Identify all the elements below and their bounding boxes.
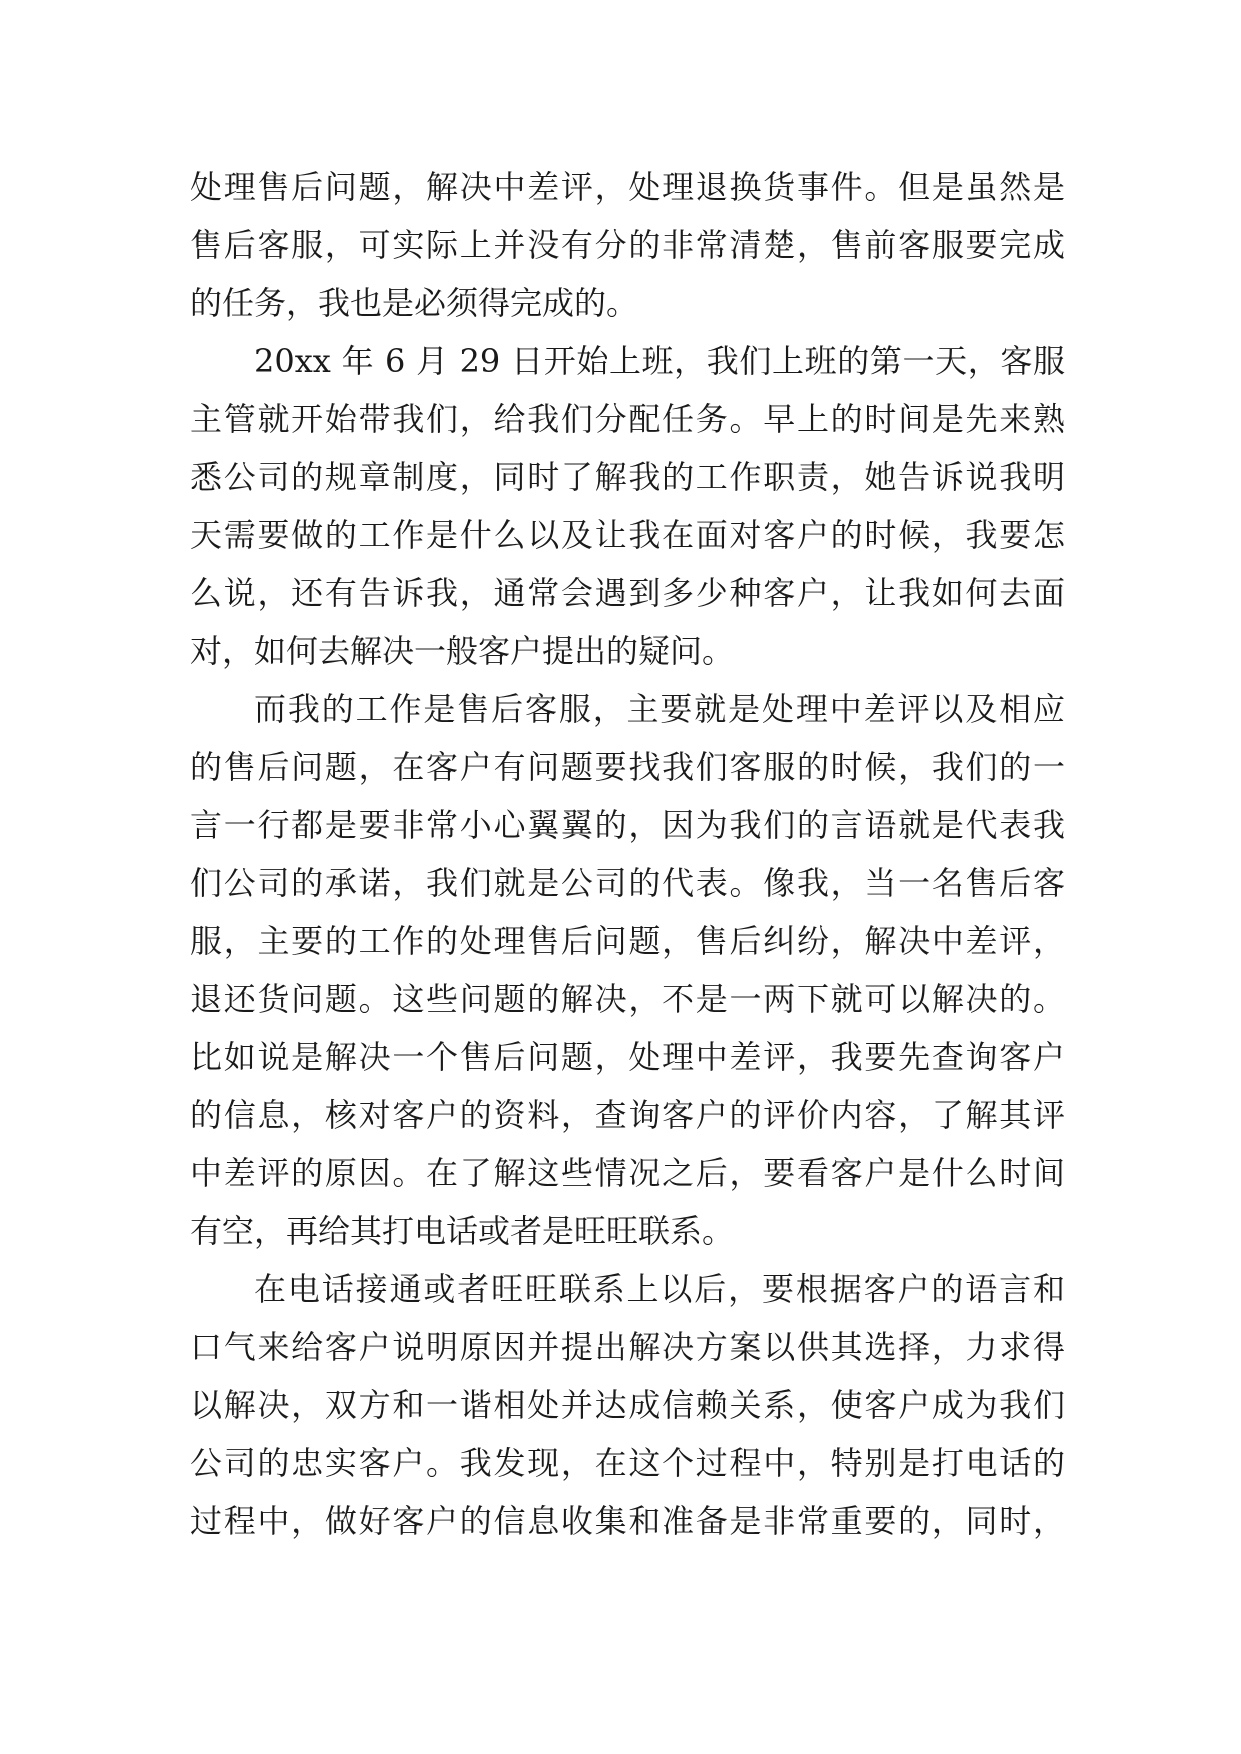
text-line: 有空，再给其打电话或者是旺旺联系。 xyxy=(190,1212,735,1250)
text-line: 以解决，双方和一谐相处并达成信赖关系，使客户成为我们 xyxy=(190,1386,1065,1424)
text-line: 的任务，我也是必须得完成的。 xyxy=(190,284,639,322)
text-line: 服，主要的工作的处理售后问题，售后纠纷，解决中差评， xyxy=(190,922,1065,960)
text-line: 比如说是解决一个售后问题，处理中差评，我要先查询客户 xyxy=(190,1038,1065,1076)
text-line: 而我的工作是售后客服，主要就是处理中差评以及相应 xyxy=(254,690,1065,728)
paragraph-3 xyxy=(190,680,1065,1260)
text-line: 么说，还有告诉我，通常会遇到多少种客户，让我如何去面 xyxy=(190,574,1065,612)
text-line: 退还货问题。这些问题的解决，不是一两下就可以解决的。 xyxy=(190,980,1065,1018)
text-line: 售后客服，可实际上并没有分的非常清楚，售前客服要完成 xyxy=(190,226,1065,264)
text-line: 对，如何去解决一般客户提出的疑问。 xyxy=(190,632,735,670)
text-line: 中差评的原因。在了解这些情况之后，要看客户是什么时间 xyxy=(190,1154,1065,1192)
text-line: 们公司的承诺，我们就是公司的代表。像我，当一名售后客 xyxy=(190,864,1065,902)
text-line: 过程中，做好客户的信息收集和准备是非常重要的，同时， xyxy=(190,1502,1065,1540)
paragraph-1 xyxy=(190,158,1065,332)
text-line: 主管就开始带我们，给我们分配任务。早上的时间是先来熟 xyxy=(190,400,1065,438)
text-line: 公司的忠实客户。我发现，在这个过程中，特别是打电话的 xyxy=(190,1444,1065,1482)
paragraph-2 xyxy=(190,332,1065,680)
text-line: 天需要做的工作是什么以及让我在面对客户的时候，我要怎 xyxy=(190,516,1065,554)
text-line: 的信息，核对客户的资料，查询客户的评价内容，了解其评 xyxy=(190,1096,1065,1134)
text-line: 在电话接通或者旺旺联系上以后，要根据客户的语言和 xyxy=(254,1270,1065,1308)
paragraph-4 xyxy=(190,1260,1065,1550)
text-line: 20xx 年 6 月 29 日开始上班，我们上班的第一天，客服 xyxy=(254,342,1065,380)
text-line: 悉公司的规章制度，同时了解我的工作职责，她告诉说我明 xyxy=(190,458,1065,496)
body-text xyxy=(190,158,1065,1550)
text-line: 处理售后问题，解决中差评，处理退换货事件。但是虽然是 xyxy=(190,168,1065,206)
text-line: 言一行都是要非常小心翼翼的，因为我们的言语就是代表我 xyxy=(190,806,1065,844)
text-line: 口气来给客户说明原因并提出解决方案以供其选择，力求得 xyxy=(190,1328,1065,1366)
text-line: 的售后问题，在客户有问题要找我们客服的时候，我们的一 xyxy=(190,748,1065,786)
